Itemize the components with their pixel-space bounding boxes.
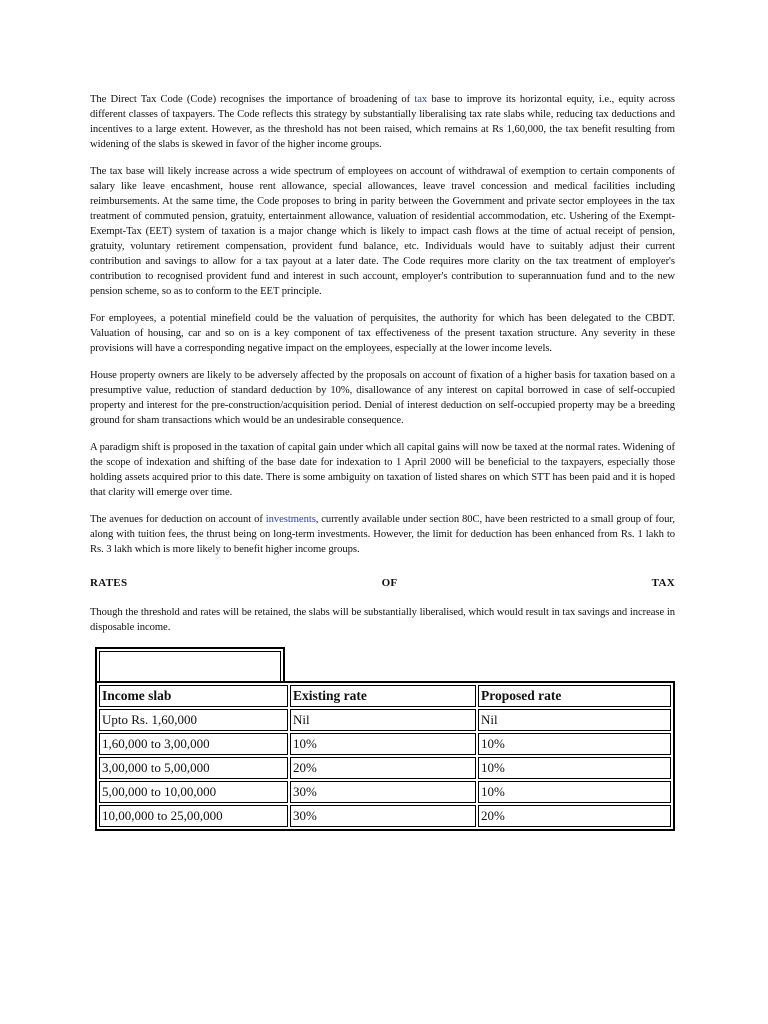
cell-proposed-rate: 10% xyxy=(478,733,671,755)
cell-income-slab: 10,00,000 to 25,00,000 xyxy=(99,805,288,827)
cell-existing-rate: Nil xyxy=(290,709,476,731)
header-proposed-rate: Proposed rate xyxy=(478,685,671,707)
rates-of-tax-heading xyxy=(90,577,675,589)
paragraph-intro xyxy=(90,92,675,152)
table-header-row xyxy=(99,685,671,707)
paragraph-text: The avenues for deduction on account of xyxy=(90,514,266,525)
paragraph-text: The Direct Tax Code (Code) recognises the importance of broadening of xyxy=(90,94,415,105)
cell-proposed-rate: Nil xyxy=(478,709,671,731)
paragraph-text: , currently available under section 80C, have been restricted to a small group of four, along with tuition fees, the thrust being on long-term investments. However, the limit for deduction has been enhanced from Rs. 1 lakh to Rs. 3 lakh which is more likely to benefit higher income groups. xyxy=(90,514,675,555)
cell-income-slab: 3,00,000 to 5,00,000 xyxy=(99,757,288,779)
paragraph-perquisites: For employees, a potential minefield could be the valuation of perquisites, the authority for which has been delegated to the CBDT. Valuation of housing, car and so on is a key component of tax effectiveness of the present taxation structure. Any severity in these provisions will have a corresponding negative impact on the employees, especially at the lower income levels. xyxy=(90,313,675,354)
table-row xyxy=(99,781,671,803)
heading-word-tax: TAX xyxy=(651,577,675,589)
document-body xyxy=(90,92,675,831)
table-row xyxy=(99,757,671,779)
investments-link[interactable]: investments xyxy=(265,514,316,525)
paragraph-capital-gain: A paradigm shift is proposed in the taxation of capital gain under which all capital gains will now be taxed at the normal rates. Widening of the scope of indexation and shifting of the base date for indexation to 1 April 2000 will be beneficial to the taxpayers, especially those holding assets acquired prior to this date. There is some ambiguity on taxation of listed shares on which STT has been paid and it is hoped that clarity will emerge over time. xyxy=(90,442,675,498)
heading-word-of: OF xyxy=(381,577,398,589)
cell-proposed-rate: 10% xyxy=(478,781,671,803)
rates-table-wrapper xyxy=(90,647,675,831)
table-row xyxy=(99,709,671,731)
tax-link[interactable]: tax xyxy=(414,94,428,105)
cell-existing-rate: 30% xyxy=(290,781,476,803)
heading-word-rates: RATES xyxy=(90,577,128,589)
paragraph-house-property: House property owners are likely to be adversely affected by the proposals on account of fixation of a higher basis for taxation based on a presumptive value, reduction of standard deduction by 10%, disallowance of any interest on capital borrowed in case of self-occupied property and interest for the pre-construction/acquisition period. Denial of interest deduction on self-occupied property may be a breeding ground for sham transactions which would be an undesirable consequence. xyxy=(90,370,675,426)
tax-rates-table xyxy=(95,681,675,831)
table-row xyxy=(99,733,671,755)
header-existing-rate: Existing rate xyxy=(290,685,476,707)
cell-proposed-rate: 20% xyxy=(478,805,671,827)
paragraph-deductions xyxy=(90,512,675,557)
cell-existing-rate: 20% xyxy=(290,757,476,779)
table-empty-header-cell xyxy=(95,647,285,681)
rates-intro: Though the threshold and rates will be retained, the slabs will be substantially liberalised, which would result in tax savings and increase in disposable income. xyxy=(90,607,675,633)
paragraph-text: base to improve its horizontal equity, i.e., equity across different classes of taxpayers. The Code reflects this strategy by substantially liberalising tax rate slabs while, reducing tax deductions and incentives to a large extent. However, as the threshold has not been raised, which remains at Rs 1,60,000, the tax benefit resulting from widening of the slabs is skewed in favor of the higher income groups. xyxy=(90,94,675,150)
cell-income-slab: 5,00,000 to 10,00,000 xyxy=(99,781,288,803)
cell-proposed-rate: 10% xyxy=(478,757,671,779)
header-income-slab: Income slab xyxy=(99,685,288,707)
paragraph-tax-base: The tax base will likely increase across a wide spectrum of employees on account of withdrawal of exemption to certain components of salary like leave encashment, house rent allowance, special allowances, leave travel concession and medical facilities including reimbursements. At the same time, the Code proposes to bring in parity between the Government and private sector employees in the tax treatment of commuted pension, gratuity, entertainment allowance, valuation of residential accommodation, etc. Ushering of the Exempt-Exempt-Tax (EET) system of taxation is a major change which is likely to impact cash flows at the time of actual receipt of pension, gratuity, voluntary retirement compensation, provident fund balance, etc. Individuals would have to suitably adjust their current contribution and savings to allow for a tax payout at a later date. The Code requires more clarity on the tax treatment of employer's contribution to recognised provident fund and interest in such account, employer's contribution to superannuation fund and to the new pension scheme, so as to conform to the EET principle. xyxy=(90,166,675,297)
table-row xyxy=(99,805,671,827)
cell-existing-rate: 10% xyxy=(290,733,476,755)
cell-existing-rate: 30% xyxy=(290,805,476,827)
cell-income-slab: 1,60,000 to 3,00,000 xyxy=(99,733,288,755)
cell-income-slab: Upto Rs. 1,60,000 xyxy=(99,709,288,731)
